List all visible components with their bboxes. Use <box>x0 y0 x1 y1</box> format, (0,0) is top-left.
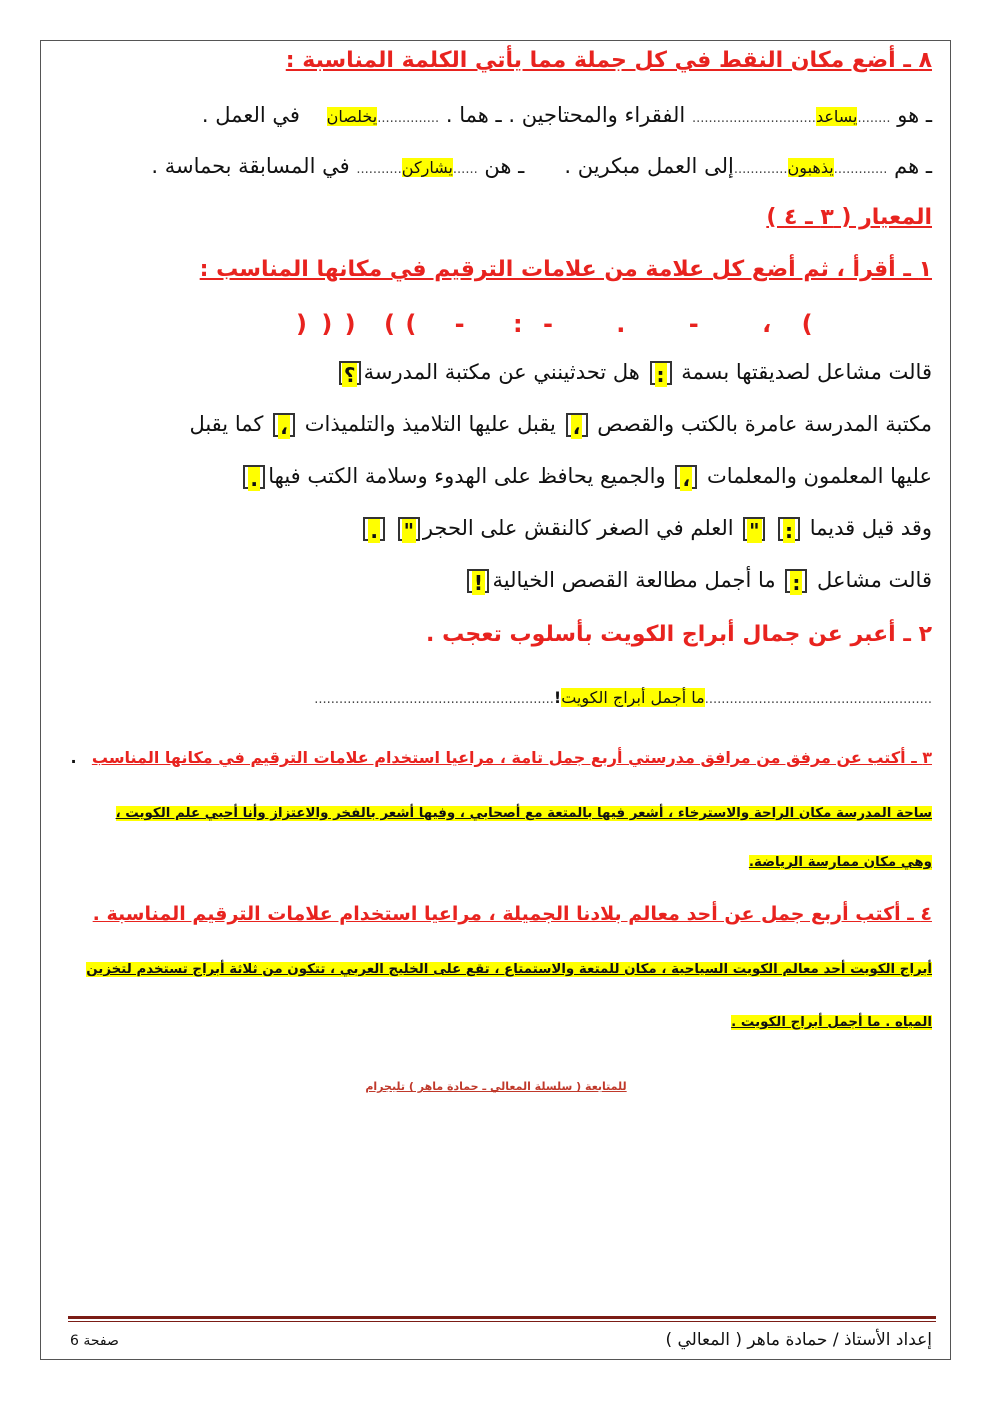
punct-answer: . <box>370 519 378 543</box>
punct-answer: ؟ <box>343 363 356 387</box>
q3-answer-2-text: وهي مكان ممارسة الرياضة. <box>748 855 932 870</box>
q8-answer-3: يذهبون <box>787 158 834 177</box>
punct-answer: " <box>749 519 760 543</box>
mark: - <box>454 310 465 338</box>
punct-answer: : <box>785 519 794 543</box>
q8-line2-p1: ـ هم <box>894 154 932 178</box>
punct-box[interactable] <box>743 517 765 541</box>
q2-title: ٢ ـ أعبر عن جمال أبراج الكويت بأسلوب تعجب . <box>426 622 932 647</box>
q2-answer-mark: ! <box>553 688 562 707</box>
q8-line2-p2: إلى العمل مبكرين . <box>564 154 734 178</box>
punct-box[interactable] <box>778 517 800 541</box>
mark: . <box>616 310 626 338</box>
punctuation-marks <box>296 310 813 338</box>
q8-line1 <box>202 103 932 127</box>
footer-page-number: صفحة 6 <box>70 1333 119 1349</box>
q1-line-3 <box>240 464 932 489</box>
q8-line2-p3: ـ هن <box>484 154 525 178</box>
punct-box[interactable] <box>243 465 265 489</box>
q8-title: ٨ ـ أضع مكان النقط في كل جملة مما يأتي الكلمة المناسبة : <box>285 48 932 73</box>
q8-line1-p2: الفقراء والمحتاجين . ـ هما . <box>445 103 686 127</box>
mark: ( <box>405 310 417 338</box>
q8-answer-4: يشاركن <box>401 158 453 177</box>
q1-line-5 <box>464 568 932 593</box>
punct-box[interactable] <box>339 361 361 385</box>
q2-answer: ما أجمل أبراج الكويت <box>561 688 705 707</box>
q3-answer-2 <box>749 855 932 870</box>
mark: : <box>512 310 523 338</box>
punct-answer: ! <box>473 571 484 595</box>
q1-title: ١ ـ أقرأ ، ثم أضع كل علامة من علامات الترقيم في مكانها المناسب : <box>199 257 932 282</box>
footer-divider-thin <box>68 1321 936 1322</box>
punct-answer: : <box>656 363 665 387</box>
dots: ............... <box>377 111 440 126</box>
punct-box[interactable] <box>467 569 489 593</box>
q1-text: العلم في الصغر كالنقش على الحجر <box>422 516 734 540</box>
q3-answer-1-text: ساحة المدرسة مكان الراحة والاسترخاء ، أشعر فيها بالمتعة مع أصحابي ، وفيها أشعر بالفخر والاعتزاز وأنا أحيي علم الكويت ، <box>115 806 932 821</box>
mark: ) <box>296 310 307 338</box>
q2-answer-line <box>314 688 932 707</box>
footer-author: إعداد الأستاذ / حمادة ماهر ( المعالي ) <box>665 1330 932 1350</box>
mark: ( <box>801 310 813 338</box>
punct-answer: ، <box>572 415 581 439</box>
q4-answer-1-text: أبراج الكويت أحد معالم الكويت السياحية ، مكان للمتعة والاستمتاع ، تقع على الخليج العربي ، تتكون من ثلاثة أبراج تستخدم لتخزين <box>86 962 932 977</box>
q8-line1-p1: ـ هو <box>897 103 932 127</box>
punct-answer: . <box>250 467 259 491</box>
q1-text: مكتبة المدرسة عامرة بالكتب والقصص <box>597 412 932 436</box>
q4-answer-1 <box>86 962 932 977</box>
q1-text: ما أجمل مطالعة القصص الخيالية <box>492 568 776 592</box>
dots: ....................................................... <box>704 692 932 707</box>
mark: - <box>688 310 699 338</box>
dots: ........ <box>857 111 891 126</box>
q1-text: قالت مشاعل لصديقتها بسمة <box>681 360 932 384</box>
q8-answer-2: يخلصان <box>326 107 378 126</box>
q4-answer-2 <box>731 1015 932 1030</box>
mark: - <box>542 310 553 338</box>
mark: ) <box>321 310 333 338</box>
q4-title: ٤ ـ أكتب أربع جمل عن أحد معالم بلادنا الجميلة ، مراعيا استخدام علامات الترقيم المناسبة . <box>92 903 932 925</box>
q4-answer-2-text: المياه . ما أجمل أبراج الكويت . <box>731 1015 932 1030</box>
criterion-label: المعيار ( ٣ ـ ٤ ) <box>766 205 932 230</box>
q3-title-line <box>71 748 932 767</box>
footer-divider <box>68 1316 936 1319</box>
q1-text: عليها المعلمون والمعلمات <box>706 464 932 488</box>
punct-box[interactable] <box>650 361 672 385</box>
punct-box[interactable] <box>273 413 295 437</box>
punct-box[interactable] <box>785 569 807 593</box>
q1-line-4 <box>360 516 932 541</box>
q3-title: ٣ ـ أكتب عن مرفق من مرافق مدرستي أربع جمل تامة ، مراعيا استخدام علامات الترقيم في مكانها المناسب <box>91 748 932 767</box>
q1-text: والجميع يحافظ على الهدوء وسلامة الكتب فيها <box>268 464 666 488</box>
dots: ...... <box>452 162 478 177</box>
punct-box[interactable] <box>363 517 385 541</box>
q1-line-2 <box>189 412 932 437</box>
q1-text: كما يقبل <box>189 412 264 436</box>
q1-text: يقبل عليها التلاميذ والتلميذات <box>304 412 556 436</box>
q8-line2 <box>151 154 932 178</box>
punct-answer: ، <box>280 415 288 439</box>
q8-line1-p3: في العمل . <box>201 103 300 127</box>
q3-answer-1 <box>116 806 932 821</box>
dots: ............. <box>833 162 888 177</box>
dots: ............. <box>733 162 788 177</box>
q8-line2-p4: في المسابقة بحماسة . <box>151 154 350 178</box>
mark: ( <box>383 310 395 338</box>
dots: .......................................................... <box>314 692 554 707</box>
punct-answer: " <box>403 519 415 543</box>
mark: ، <box>762 310 772 338</box>
q1-text: قالت مشاعل <box>817 568 932 592</box>
punct-answer: ، <box>682 467 691 491</box>
q3-title-end: . <box>70 748 77 767</box>
follow-note: للمتابعة ( سلسلة المعالي ـ حمادة ماهر ) تليجرام <box>365 1080 627 1093</box>
punct-box[interactable] <box>566 413 588 437</box>
q1-line-1 <box>336 360 932 385</box>
dots: .............................. <box>691 111 816 126</box>
q8-answer-1: يساعد <box>815 107 858 126</box>
punct-box[interactable] <box>675 465 697 489</box>
q1-text: هل تحدثينني عن مكتبة المدرسة <box>363 360 640 384</box>
punct-box[interactable] <box>398 517 420 541</box>
q1-text: وقد قيل قديما <box>809 516 932 540</box>
punct-answer: : <box>792 571 801 595</box>
dots: ........... <box>356 162 402 177</box>
mark: ) <box>344 310 356 338</box>
